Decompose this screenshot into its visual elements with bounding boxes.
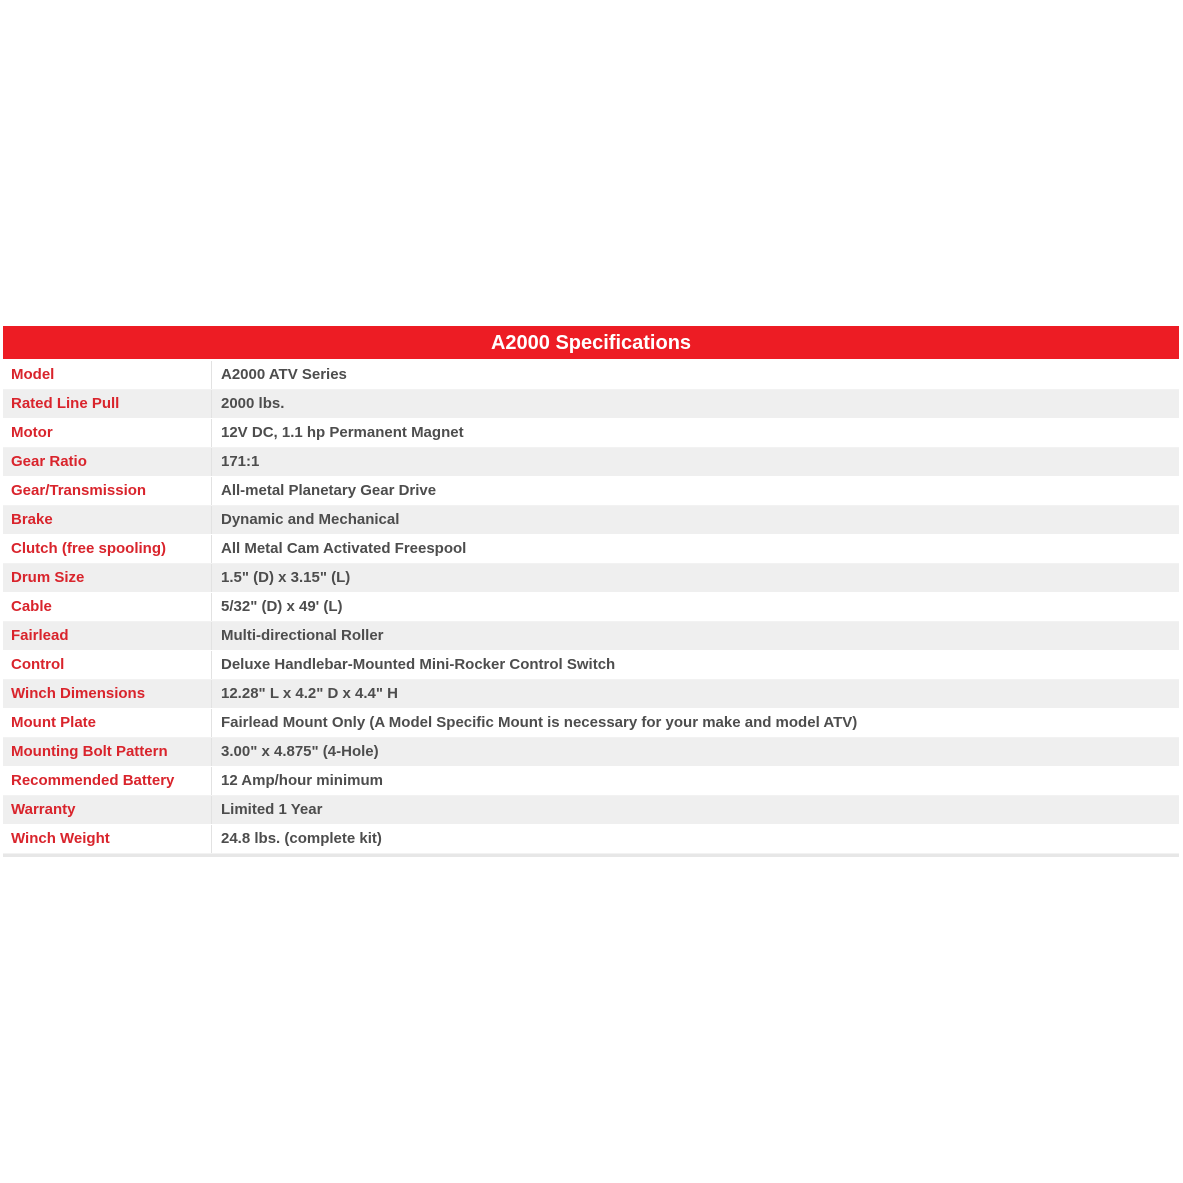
table-row xyxy=(3,767,1179,796)
table-row xyxy=(3,419,1179,448)
row-value: A2000 ATV Series xyxy=(221,366,347,383)
row-value: 1.5" (D) x 3.15" (L) xyxy=(221,569,351,586)
table-row xyxy=(3,448,1179,477)
row-label: Fairlead xyxy=(3,622,212,650)
table-row xyxy=(3,390,1179,419)
row-value: All-metal Planetary Gear Drive xyxy=(221,482,437,499)
row-value: 24.8 lbs. (complete kit) xyxy=(221,830,382,847)
row-label: Recommended Battery xyxy=(3,767,212,795)
row-label: Gear Ratio xyxy=(3,448,212,476)
table-row xyxy=(3,361,1179,390)
table-row xyxy=(3,622,1179,651)
row-label: Motor xyxy=(3,419,212,447)
row-label: Winch Weight xyxy=(3,825,212,853)
row-value: 5/32" (D) x 49' (L) xyxy=(221,598,343,615)
table-row xyxy=(3,796,1179,825)
row-label: Control xyxy=(3,651,212,679)
table-row xyxy=(3,535,1179,564)
row-label: Cable xyxy=(3,593,212,621)
row-label: Brake xyxy=(3,506,212,534)
table-row xyxy=(3,564,1179,593)
row-label: Rated Line Pull xyxy=(3,390,212,418)
row-value: 171:1 xyxy=(221,453,260,470)
row-value: 12.28" L x 4.2" D x 4.4" H xyxy=(221,685,398,702)
table-row xyxy=(3,477,1179,506)
table-row xyxy=(3,709,1179,738)
specs-table xyxy=(3,326,1179,857)
row-value: Dynamic and Mechanical xyxy=(221,511,400,528)
row-value: Fairlead Mount Only (A Model Specific Mount is necessary for your make and model ATV) xyxy=(221,714,858,731)
table-header xyxy=(3,326,1179,361)
row-value: Limited 1 Year xyxy=(221,801,323,818)
row-value: Multi-directional Roller xyxy=(221,627,384,644)
row-label: Warranty xyxy=(3,796,212,824)
table-row xyxy=(3,680,1179,709)
row-label: Clutch (free spooling) xyxy=(3,535,212,563)
table-row xyxy=(3,825,1179,854)
table-row xyxy=(3,506,1179,535)
table-body xyxy=(3,361,1179,854)
row-label: Winch Dimensions xyxy=(3,680,212,708)
row-label: Mount Plate xyxy=(3,709,212,737)
row-value: Deluxe Handlebar-Mounted Mini-Rocker Control Switch xyxy=(221,656,616,673)
table-row xyxy=(3,593,1179,622)
table-row xyxy=(3,738,1179,767)
row-label: Drum Size xyxy=(3,564,212,592)
row-value: 12 Amp/hour minimum xyxy=(221,772,383,789)
row-label: Model xyxy=(3,361,212,389)
row-value: All Metal Cam Activated Freespool xyxy=(221,540,467,557)
row-value: 12V DC, 1.1 hp Permanent Magnet xyxy=(221,424,464,441)
table-title: A2000 Specifications xyxy=(490,332,692,354)
row-label: Gear/Transmission xyxy=(3,477,212,505)
table-row xyxy=(3,651,1179,680)
row-value: 3.00" x 4.875" (4-Hole) xyxy=(221,743,379,760)
row-value: 2000 lbs. xyxy=(221,395,285,412)
row-label: Mounting Bolt Pattern xyxy=(3,738,212,766)
